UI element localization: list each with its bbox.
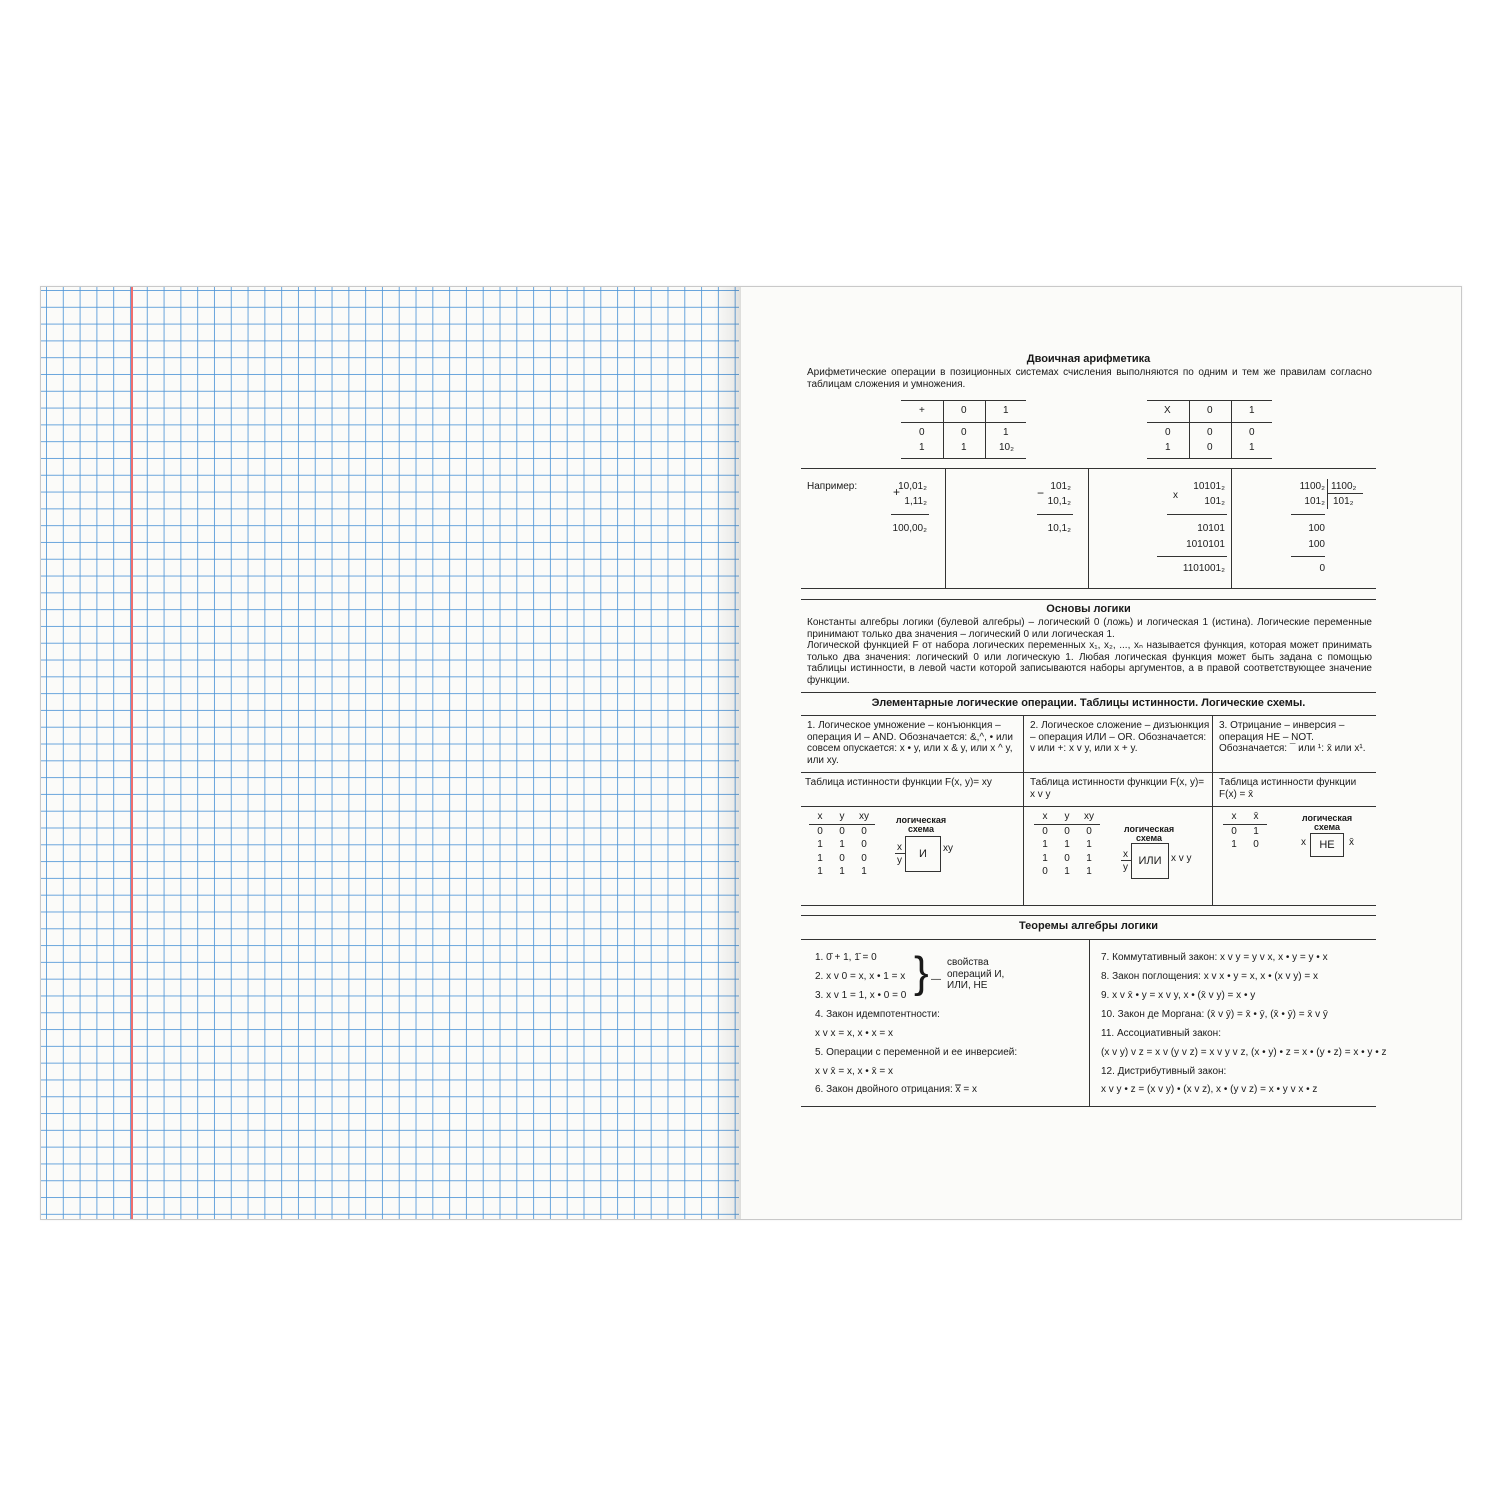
not-description: 3. Отрицание – инверсия – операция НЕ – NOT. Обозначается: ¯ или ¹: x̄ или x¹. xyxy=(1219,720,1366,754)
mul-cell: 0 xyxy=(1207,427,1213,438)
not-gate: НЕ xyxy=(1310,833,1344,857)
sub-ex-a: 101₂ xyxy=(1050,481,1071,492)
or-input-x: x xyxy=(1123,849,1128,860)
mul-header-1: 1 xyxy=(1249,405,1255,416)
add-ex-a: 10,01₂ xyxy=(898,481,927,492)
notebook-spread xyxy=(40,286,1462,1220)
theorem-2: 2. x v 0 = x, x • 1 = x xyxy=(815,971,906,982)
and-table-title: Таблица истинности функции F(x, y)= xy xyxy=(805,777,992,788)
theorem-7: 7. Коммутативный закон: x v y = y v x, x • y = y • x xyxy=(1101,952,1328,963)
mul-ex-b: 101₂ xyxy=(1204,496,1225,507)
theorem-10: 10. Закон де Моргана: (x̄ v ȳ) = x̄ • ȳ, (x̄ • ȳ) = x̄ v ȳ xyxy=(1101,1009,1328,1020)
add-ex-b: 1,11₂ xyxy=(904,496,927,507)
mul-ex-a: 10101₂ xyxy=(1193,481,1225,492)
theorem-9: 9. x v x̄ • y = x v y, x • (x̄ v y) = x • y xyxy=(1101,990,1256,1001)
or-gate: ИЛИ xyxy=(1131,843,1169,879)
binary-intro: Арифметические операции в позиционных системах счисления выполняются по одним и тем же правилам согласно таблицам сложения и умножения. xyxy=(807,367,1372,390)
theorem-4-formula: x v x = x, x • x = x xyxy=(815,1028,893,1039)
add-cell: 1 xyxy=(1003,427,1009,438)
div-ex-dividend: 1100₂ xyxy=(1299,481,1325,492)
ops-title: Элементарные логические операции. Таблицы истинности. Логические схемы. xyxy=(871,697,1306,709)
or-scheme-label: логическая схема xyxy=(1123,824,1175,843)
mul-cell: 0 xyxy=(1207,442,1213,453)
add-cell: 0 xyxy=(961,427,967,438)
theorem-6: 6. Закон двойного отрицания: x̿ = x xyxy=(815,1084,977,1095)
theorem-4: 4. Закон идемпотентности: xyxy=(815,1009,940,1020)
mul-cell: 0 xyxy=(1165,427,1171,438)
logic-paragraph-1: Константы алгебры логики (булевой алгебры) – логический 0 (ложь) и логическая 1 (истина). Логические переменные принимают только два значения – логический 0 или логическая 1. xyxy=(807,617,1372,640)
theorem-5: 5. Операции с переменной и ее инверсией: xyxy=(815,1047,1018,1058)
brace-note: свойства операций И, ИЛИ, НЕ xyxy=(947,957,1005,991)
mul-header-0: 0 xyxy=(1207,405,1213,416)
dash-icon: — xyxy=(931,974,941,985)
add-cell: 1 xyxy=(961,442,967,453)
not-output: x̄ xyxy=(1349,837,1354,848)
sub-ex-result: 10,1₂ xyxy=(1047,523,1071,534)
theorems-title: Теоремы алгебры логики xyxy=(1018,920,1159,932)
theorem-5-formula: x v x̄ = x, x • x̄ = x xyxy=(815,1066,893,1077)
and-input-x: x xyxy=(897,842,902,853)
mul-cell: 1 xyxy=(1249,442,1255,453)
or-table-title: Таблица истинности функции F(x, y)= x v y xyxy=(1030,777,1205,800)
div-ex-result: 0 xyxy=(1319,563,1325,574)
margin-line xyxy=(131,287,133,1219)
logic-title: Основы логики xyxy=(1046,603,1131,615)
add-ex-result: 100,00₂ xyxy=(892,523,927,534)
sub-ex-op: − xyxy=(1037,486,1045,500)
theorem-11-formula: (x v y) v z = x v (y v z) = x v y v z, (x • y) • z = x • (y • z) = x • y • z xyxy=(1101,1047,1387,1058)
div-ex-sub1: 101₂ xyxy=(1304,496,1325,507)
theorem-12-formula: x v y • z = (x v y) • (x v z), x • (y v z) = x • y v x • z xyxy=(1101,1084,1318,1095)
or-output: x v y xyxy=(1171,853,1192,864)
and-truth-table: x y xy 0 0 0 1 1 0 1 0 0 1 1 1 xyxy=(809,810,875,879)
add-ex-op: + xyxy=(893,485,901,499)
div-ex-r1: 100 xyxy=(1308,523,1325,534)
not-scheme-label: логическая схема xyxy=(1301,813,1353,832)
reference-page xyxy=(741,287,1461,1219)
or-input-y: y xyxy=(1123,862,1128,873)
mul-ex-p2: 1010101 xyxy=(1186,539,1225,550)
and-input-y: y xyxy=(897,855,902,866)
div-ex-r2: 100 xyxy=(1308,539,1325,550)
theorem-1: 1. 0̄ + 1, 1̄ = 0 xyxy=(815,952,877,963)
add-cell: 0 xyxy=(919,427,925,438)
binary-title: Двоичная арифметика xyxy=(1026,353,1151,365)
theorem-3: 3. x v 1 = 1, x • 0 = 0 xyxy=(815,990,907,1001)
brace-icon: } xyxy=(914,948,929,997)
div-ex-quotient: 101₂ xyxy=(1333,496,1354,507)
add-cell: 1 xyxy=(919,442,925,453)
mul-ex-result: 1101001₂ xyxy=(1182,563,1225,574)
not-truth-table: x x̄ 0 1 1 0 xyxy=(1223,810,1267,852)
grid-page xyxy=(41,287,739,1219)
theorem-11: 11. Ассоциативный закон: xyxy=(1101,1028,1221,1039)
or-description: 2. Логическое сложение – дизъюнкция – операция ИЛИ – OR. Обозначается: v или +: x v y, или x + y. xyxy=(1030,720,1210,754)
mul-cell: 0 xyxy=(1249,427,1255,438)
and-output: xy xyxy=(943,843,953,854)
mul-ex-op: x xyxy=(1173,490,1178,501)
theorem-8: 8. Закон поглощения: x v x • y = x, x • (x v y) = x xyxy=(1101,971,1318,982)
mul-ex-p1: 10101 xyxy=(1197,523,1225,534)
add-cell: 10₂ xyxy=(999,442,1015,453)
mul-cell: 1 xyxy=(1165,442,1171,453)
and-description: 1. Логическое умножение – конъюнкция – операция И – AND. Обозначается: &,^, • или совсем опускается: x • y, или x & y, или x ^ y, или xy. xyxy=(807,720,1013,766)
logic-paragraph-2: Логической функцией F от набора логических переменных x₁, x₂, ..., xₙ называется функция, которая может принимать только два значения: логический 0 или логическую 1. Любая логическая функция может быть задана с помощью таблицы истинности, в левой части которой записываются наборы аргументов, а в правой соответствующее значение функции. xyxy=(807,640,1372,686)
divider xyxy=(801,588,1376,589)
not-input-x: x xyxy=(1301,837,1306,848)
and-scheme-label: логическая схема xyxy=(895,815,947,834)
theorem-12: 12. Дистрибутивный закон: xyxy=(1101,1066,1227,1077)
and-gate: И xyxy=(905,836,941,872)
add-header-op: + xyxy=(919,405,925,416)
add-header-0: 0 xyxy=(961,405,967,416)
example-label: Например: xyxy=(807,481,858,492)
spine-shadow xyxy=(713,287,741,1219)
not-table-title: Таблица истинности функции F(x) = x̄ xyxy=(1219,777,1357,800)
or-truth-table: x y xy 0 0 0 1 1 1 1 0 1 0 1 1 xyxy=(1034,810,1100,879)
mul-header-op: X xyxy=(1164,405,1171,416)
sub-ex-b: 10,1₂ xyxy=(1047,496,1071,507)
add-header-1: 1 xyxy=(1003,405,1009,416)
div-ex-divisor: 1100₂ xyxy=(1331,481,1357,492)
